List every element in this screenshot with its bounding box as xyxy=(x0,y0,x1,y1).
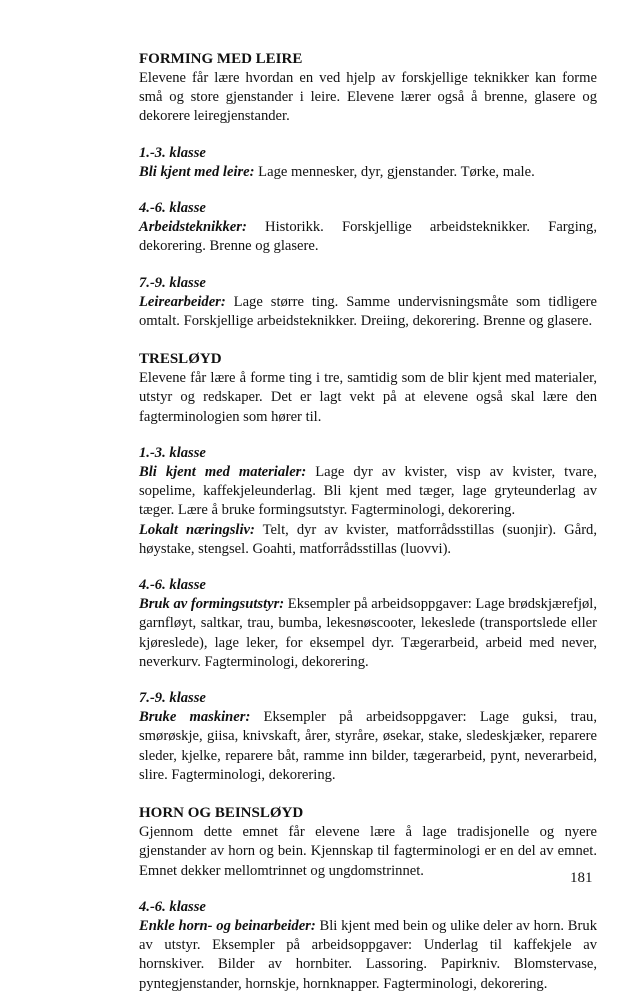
body-text: Bli kjent med bein og ulike deler av horn. Bruk av utstyr. Eksempler på arbeidsoppgaver: Underlag til kaffekjele av hornskiver. Bilder av hornbiter. Lassoring. Papirkniv. Blomstervase, pyntegjenstander, hornskje, hornknapper. Fagterminologi, dekorering. xyxy=(139,917,597,992)
lead-text: Lokalt næringsliv: xyxy=(139,521,255,538)
paragraph xyxy=(139,708,597,785)
body-text: Lage mennesker, dyr, gjenstander. Tørke, male. xyxy=(254,163,535,180)
grade-heading: 4.-6. klasse xyxy=(139,200,206,217)
page-content xyxy=(139,50,597,994)
grade-heading: 4.-6. klasse xyxy=(139,577,206,594)
grade-heading: 1.-3. klasse xyxy=(139,444,206,461)
lead-text: Bruke maskiner: xyxy=(139,709,251,726)
body-text: Lage dyr av kvister, visp av kvister, tvare, sopelime, kaffekjeleunderlag. Bli kjent med tæger, lage gryteunderlag av tæger. Lære å bruke formingsutstyr. Fagterminologi, dekorering. xyxy=(139,464,597,519)
section-title-forming-med-leire: FORMING MED LEIRE xyxy=(139,51,303,67)
lead-text: Bruk av formingsutstyr: xyxy=(139,596,285,613)
section-intro: Gjennom dette emnet får elevene lære å lage tradisjonelle og nyere gjenstander av horn og bein. Kjennskap til fagterminologi er en del av emnet. Emnet dekker mellomtrinnet og ungdomstrinnet. xyxy=(139,824,597,879)
grade-heading: 7.-9. klasse xyxy=(139,274,206,291)
paragraph xyxy=(139,917,597,994)
paragraph xyxy=(139,293,597,331)
paragraph xyxy=(139,463,597,521)
page-number: 181 xyxy=(570,870,593,886)
body-text: Eksempler på arbeidsoppgaver: Lage guksi, trau, smørøskje, giisa, knivskaft, årer, styråre, øsekar, stake, sledeskjæker, reparere sleder, kjelke, reparere båt, ramme inn bilder, tægerarbeid, pynt, neverarbeid, slire. Fagterminologi, dekorering. xyxy=(139,709,597,783)
lead-text: Leirearbeider: xyxy=(139,293,226,310)
lead-text: Enkle horn- og beinarbeider: xyxy=(139,917,316,934)
lead-text: Bli kjent med materialer: xyxy=(139,464,307,481)
body-text: Historikk. Forskjellige arbeidsteknikker. Farging, dekorering. Brenne og glasere. xyxy=(139,219,597,255)
paragraph xyxy=(139,595,597,672)
section-intro: Elevene får lære å forme ting i tre, samtidig som de blir kjent med materialer, utstyr og redskaper. Det er lagt vekt på at elevene også skal lære den fagterminologien som hører til. xyxy=(139,370,597,425)
paragraph xyxy=(139,521,597,559)
grade-heading: 7.-9. klasse xyxy=(139,690,206,707)
paragraph xyxy=(139,218,597,256)
grade-heading: 1.-3. klasse xyxy=(139,144,206,161)
section-intro: Elevene får lære hvordan en ved hjelp av forskjellige teknikker kan forme små og store gjenstander i leire. Elevene lærer også å brenne, glasere og dekorere leiregjenstander. xyxy=(139,70,597,125)
grade-heading: 4.-6. klasse xyxy=(139,898,206,915)
section-title-horn-og-beinsloyd: HORN OG BEINSLØYD xyxy=(139,805,304,822)
lead-text: Bli kjent med leire: xyxy=(139,163,255,180)
body-text: Lage større ting. Samme undervisningsmåte som tidligere omtalt. Forskjellige arbeidsteknikker. Dreiing, dekorering. Brenne og glasere. xyxy=(139,293,597,330)
body-text: Telt, dyr av kvister, matforrådsstillas (suonjir). Gård, høystake, stengsel. Goahti, matforrådsstillas (luovvi). xyxy=(139,521,597,557)
lead-text: Arbeidsteknikker: xyxy=(139,219,247,236)
paragraph xyxy=(139,163,597,182)
body-text: Eksempler på arbeidsoppgaver: Lage brødskjærefjøl, garnfløyt, saltkar, trau, bumba, lekesnøscooter, lekeslede (transportslede eller kjøreslede), lage leker, for eksempel dyr. Tægerarbeid, arbeid med never, neverkurv. Fagterminologi, dekorering. xyxy=(139,596,598,670)
section-title-tresloyd: TRESLØYD xyxy=(139,351,222,368)
